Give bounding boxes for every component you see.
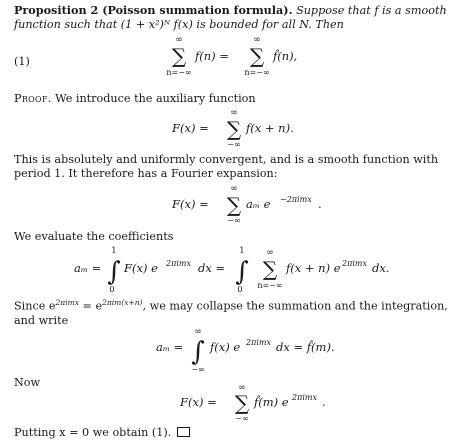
int-lower: 0 [109, 285, 115, 295]
int1-exponent: 2πimx [166, 259, 192, 268]
fourier-lhs: F(x) = [172, 197, 209, 211]
conclusion-text: Putting x = 0 we obtain (1). [14, 426, 172, 439]
int-upper: 1 [111, 246, 117, 256]
int2-term: f(x + n) e [286, 261, 341, 275]
since-pre: Since e [14, 299, 56, 313]
since-exp2: 2πim(x+n) [102, 298, 143, 307]
final-end: . [322, 395, 326, 409]
int2-exponent: 2πimx [342, 259, 368, 268]
proposition-label: Proposition 2 (Poisson summation formula). [14, 3, 293, 17]
final-equation [180, 383, 360, 425]
integral-sign: ∫ [191, 337, 205, 367]
proposition-statement: Suppose that f is a smooth function such that (1 + x²)ᴺ f(x) is bounded for all N. Then [14, 4, 447, 31]
int-upper: ∞ [194, 327, 202, 337]
sum-sign: ∑ [249, 44, 265, 68]
sum-lower: n=−∞ [166, 68, 192, 77]
final-term: f̂(m) e [254, 395, 289, 409]
coefficients-equation [74, 244, 394, 296]
sum-upper: ∞ [253, 35, 261, 45]
coefficients-intro: We evaluate the coefficients [14, 230, 174, 243]
collapsed-exponent: 2πimx [246, 338, 272, 347]
equation-tag: (1) [14, 55, 30, 68]
sum-upper: ∞ [230, 108, 238, 118]
qed-box-icon [177, 427, 190, 437]
sum-lower: −∞ [227, 216, 241, 225]
collapsed-end: dx = f̂(m). [276, 340, 335, 354]
int1-dx: dx = [198, 261, 226, 275]
sum-lower: −∞ [227, 140, 241, 149]
collapsed-term: f(x) e [210, 340, 241, 354]
sum-upper: ∞ [238, 383, 246, 393]
fourier-end: . [318, 197, 322, 211]
int-upper: 1 [239, 246, 245, 256]
convergence-paragraph: This is absolutely and uniformly convergent, and is a smooth function with period 1. It therefore has a Fourier expansion: [14, 153, 439, 180]
sum-sign: ∑ [226, 193, 242, 217]
sum-lower: n=−∞ [244, 68, 270, 77]
fourier-term: aₘ e [246, 197, 271, 211]
final-lhs: F(x) = [180, 395, 217, 409]
sum-upper: ∞ [266, 248, 274, 258]
collapsed-lhs: aₘ = [156, 340, 184, 354]
sum-lower: n=−∞ [257, 281, 283, 290]
sum-sign: ∑ [171, 44, 187, 68]
sum-sign: ∑ [234, 391, 250, 415]
aux-lhs: F(x) = [172, 121, 209, 135]
since-post: , we may collapse the summation and the integration, and write [14, 299, 448, 327]
int1-term: F(x) e [124, 261, 158, 275]
proposition-paragraph [14, 3, 464, 32]
int-lower: −∞ [191, 365, 205, 374]
collapsed-equation [156, 325, 356, 375]
int2-dx: dx. [372, 261, 390, 275]
conclusion-paragraph [14, 426, 464, 440]
sum-lower: −∞ [235, 414, 249, 423]
lhs-term: f(n) = [195, 49, 229, 63]
integral-sign: ∫ [107, 257, 121, 287]
int-lower: 0 [237, 285, 243, 295]
since-exp1: 2πimx [55, 298, 79, 307]
aux-function-equation [172, 107, 332, 151]
final-exponent: 2πimx [292, 393, 318, 402]
rhs-term: f̂(n), [273, 49, 298, 63]
fourier-exponent: −2πimx [280, 195, 312, 204]
coeff-lhs: aₘ = [74, 261, 102, 275]
sum-sign: ∑ [226, 117, 242, 141]
now-text: Now [14, 376, 41, 389]
aux-term: f(x + n). [246, 121, 294, 135]
proof-label: Proof. [14, 92, 52, 105]
integral-sign: ∫ [235, 257, 249, 287]
equation-1 [165, 33, 325, 83]
sum-upper: ∞ [230, 184, 238, 194]
sum-upper: ∞ [175, 35, 183, 45]
since-paragraph [14, 298, 464, 328]
since-mid: = e [78, 299, 103, 313]
proof-intro-paragraph [14, 92, 464, 106]
proof-intro: We introduce the auxiliary function [55, 92, 256, 105]
sum-sign: ∑ [262, 257, 278, 281]
fourier-equation [172, 183, 352, 227]
